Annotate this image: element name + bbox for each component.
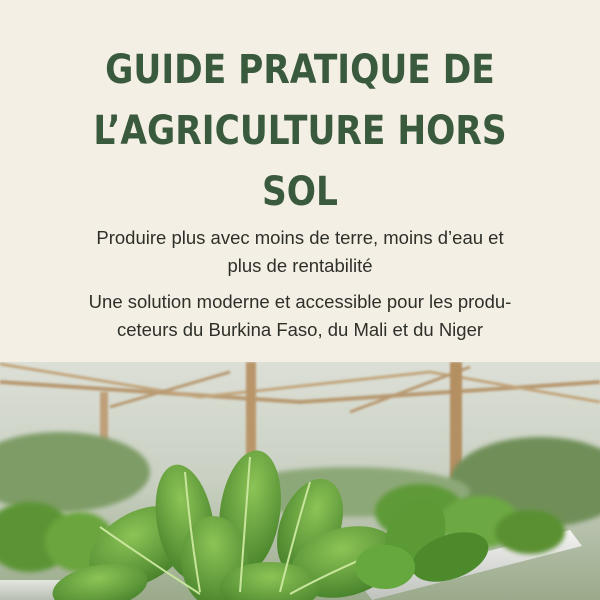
cover-subtitle-2 [40,288,560,344]
title-line-1: GUIDE PRATIQUE DE [105,47,495,93]
cover-title [68,40,532,223]
greenhouse-illustration [0,362,600,600]
title-line-3: SOL [262,169,338,215]
subtitle-2-line-1: Une solution moderne et accessible pour les produ- [88,291,512,312]
subtitle-2-line-2: ceteurs du Burkina Faso, du Mali et du Niger [116,319,484,340]
title-line-2: L’AGRICULTURE HORS [93,108,507,154]
subtitle-1-line-2: plus de rentabilité [227,255,373,276]
subtitle-1-line-1: Produire plus avec moins de terre, moins d’eau et [96,227,504,248]
cover-subtitle-1 [40,224,560,280]
greenhouse-lettuce-photo [0,362,600,600]
